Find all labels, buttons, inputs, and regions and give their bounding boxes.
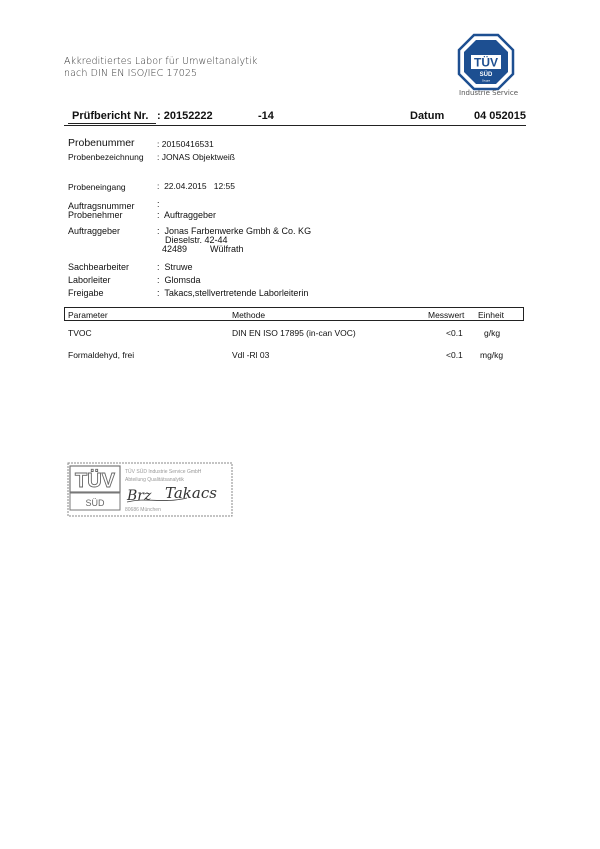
signature-initials: Brz (127, 488, 152, 504)
tuv-sud-logo-icon (457, 33, 515, 93)
signature-takacs: Takacs (165, 484, 217, 502)
lab-stamp (67, 462, 233, 517)
sachbearbeiter-label: Sachbearbeiter (68, 262, 130, 272)
auftraggeber-label: Auftraggeber (68, 226, 121, 236)
laborleiter-value: : Glomsda (157, 275, 201, 285)
col-einheit: Einheit (478, 310, 504, 320)
row-methode: Vdl -Rl 03 (232, 350, 270, 360)
auftraggeber-zip: 42489 (162, 244, 188, 254)
row-messwert: <0.1 (446, 350, 463, 360)
report-date-label: Datum (410, 110, 445, 122)
probeneingang-value: : 22.04.2015 12:55 (157, 181, 235, 191)
report-date: 04 052015 (474, 110, 526, 122)
row-einheit: mg/kg (480, 350, 504, 360)
row-parameter: TVOC (68, 328, 92, 338)
probenbezeichnung-label: Probenbezeichnung (68, 152, 144, 162)
logo-sub: SÜD (479, 72, 493, 78)
report-number-suffix: -14 (258, 110, 274, 122)
auftragsnummer-label: Auftragsnummer (68, 201, 135, 211)
probenehmer-label: Probenehmer (68, 210, 123, 220)
auftraggeber-street: Dieselstr. 42-44 (165, 235, 228, 245)
freigabe-value: : Takacs,stellvertretende Laborleiterin (157, 288, 309, 298)
report-number: : 20152222 (157, 110, 213, 122)
stamp-text-line1: TÜV SÜD Industrie Service GmbH (125, 469, 202, 475)
col-messwert: Messwert (428, 310, 465, 320)
row-messwert: <0.1 (446, 328, 463, 338)
freigabe-label: Freigabe (68, 288, 104, 298)
lab-accreditation-line1: Akkreditiertes Labor für Umweltanalytik (64, 56, 258, 67)
sachbearbeiter-value: : Struwe (157, 262, 193, 272)
auftragsnummer-value: : (157, 199, 160, 209)
stamp-text-line3: 80686 München (125, 507, 161, 513)
header-divider (64, 125, 526, 126)
probennummer-value: : 20150416531 (157, 139, 214, 149)
row-einheit: g/kg (484, 328, 501, 338)
probeneingang-label: Probeneingang (68, 182, 126, 192)
col-methode: Methode (232, 310, 266, 320)
auftraggeber-name: : Jonas Farbenwerke Gmbh & Co. KG (157, 226, 312, 236)
logo-brand: TÜV (474, 55, 498, 70)
probennummer-label: Probenummer (68, 137, 135, 149)
stamp-sub: SÜD (85, 498, 105, 508)
logo-tiny: Gruppe (481, 79, 491, 83)
auftraggeber-city: Wülfrath (210, 244, 244, 254)
stamp-brand: TÜV (75, 470, 115, 492)
probenbezeichnung-value: : JONAS Objektweiß (157, 152, 235, 162)
logo-caption: Industrie Service (459, 89, 518, 97)
laborleiter-label: Laborleiter (68, 275, 111, 285)
row-methode: DIN EN ISO 17895 (in-can VOC) (232, 328, 356, 338)
lab-accreditation-line2: nach DIN EN ISO/IEC 17025 (64, 68, 198, 79)
row-parameter: Formaldehyd, frei (68, 350, 135, 360)
report-number-label: Prüfbericht Nr. (72, 110, 149, 122)
probenehmer-value: : Auftraggeber (157, 210, 217, 220)
stamp-text-line2: Abteilung Qualitätsanalytik (125, 477, 184, 483)
col-parameter: Parameter (68, 310, 108, 320)
